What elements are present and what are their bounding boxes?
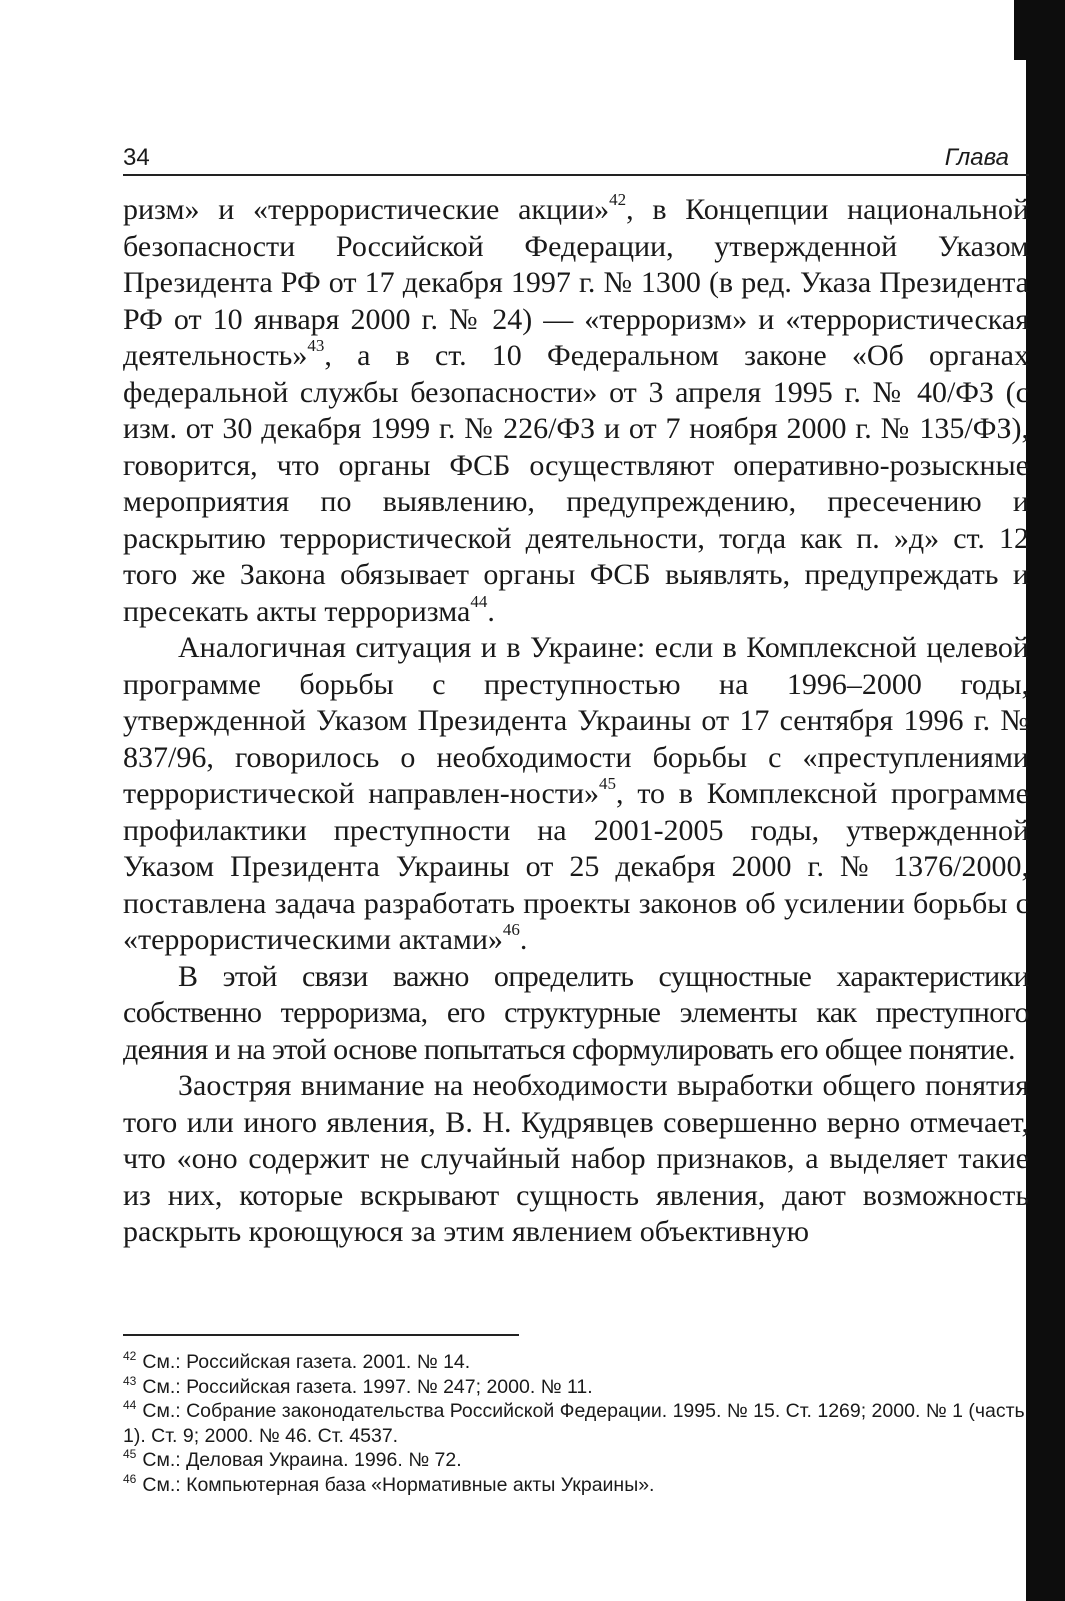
paragraph bbox=[123, 959, 1029, 1069]
chapter-title: Глава bbox=[944, 144, 1009, 171]
footnote-number: 42 bbox=[123, 1350, 137, 1363]
text-run: В этой связи важно определить сущностные характеристики собственно терроризма, его структурные элементы как преступного деяния и на этой основе попытаться сформулировать его общее понятие. bbox=[123, 959, 1029, 1066]
footnote-number: 45 bbox=[123, 1447, 137, 1461]
text-run: . bbox=[487, 594, 495, 628]
footnote bbox=[123, 1473, 1029, 1498]
footnote-number: 44 bbox=[123, 1398, 137, 1412]
footnote bbox=[123, 1399, 1029, 1448]
text-run: Заостряя внимание на необходимости выработки общего понятия того или иного явления, В. Н. Кудрявцев совершенно верно отмечает, что «оно содержит не случайный набор признаков, а выделяет такие из них, которые вскрывают сущность явления, дают возможность раскрыть кроющуюся за этим явлением объективную bbox=[123, 1069, 1029, 1248]
footnote bbox=[123, 1350, 1029, 1375]
footnote-ref: 43 bbox=[307, 336, 325, 355]
footnote-number: 46 bbox=[123, 1471, 137, 1486]
paragraph bbox=[123, 630, 1029, 959]
footnotes bbox=[123, 1350, 1029, 1497]
footnote-text: См.: Компьютерная база «Нормативные акты Украины». bbox=[142, 1473, 655, 1496]
scan-edge-shadow bbox=[1026, 0, 1065, 1601]
text-run: , а в ст. 10 Федеральном законе «Об органах федеральной службы безопасности» от 3 апреля 1995 г. № 40/ФЗ (с изм. от 30 декабря 1999 г. № 226/ФЗ и от 7 ноября 2000 г. № 135/ФЗ), говорится, что органы ФСБ осуществляют оперативно-розыскные мероприятия по выявлению, предупреждению, пресечению и раскрытию террористической деятельности, тогда как п. »д» ст. 12 того же Закона обязывает органы ФСБ выявлять, предупреждать и пресекать акты терроризма bbox=[123, 339, 1029, 628]
paragraph bbox=[123, 1068, 1029, 1251]
footnote bbox=[123, 1448, 1029, 1473]
footnote-text: См.: Российская газета. 2001. № 14. bbox=[142, 1351, 471, 1373]
footnote bbox=[123, 1375, 1029, 1400]
paragraph bbox=[123, 192, 1029, 630]
footnote-text: См.: Собрание законодательства Российской Федерации. 1995. № 15. Ст. 1269; 2000. № 1 (часть 1). Ст. 9; 2000. № 46. Ст. 4537. bbox=[123, 1400, 1025, 1447]
text-run: , в Концепции национальной безопасности Российской Федерации, утвержденной Указом Президента РФ от 17 декабря 1997 г. № 1300 (в ред. Указа Президента РФ от 10 января 2000 г. № 24) — «терроризм» и «террористическая деятельность» bbox=[123, 193, 1029, 372]
footnote-ref: 46 bbox=[502, 920, 520, 939]
footnote-ref: 42 bbox=[609, 192, 627, 209]
footnote-ref: 44 bbox=[470, 591, 488, 611]
text-run: Аналогичная ситуация и в Украине: если в Комплексной целевой программе борьбы с преступностью на 1996–2000 годы, утвержденной Указом Президента Украины от 17 сентября 1996 г. № 837/96, говорилось о необходимости борьбы с «преступлениями террористической направлен-ности» bbox=[123, 631, 1029, 810]
text-run: , то в Комплексной программе профилактики преступности на 2001-2005 годы, утвержденной Указом Президента Украины от 25 декабря 2000 г. № 1376/2000, поставлена задача разработать проекты законов об усилении борьбы с «террористическими актами» bbox=[123, 777, 1029, 956]
body-text bbox=[123, 192, 1029, 1251]
text-run: . bbox=[519, 923, 528, 956]
page-number: 34 bbox=[123, 144, 150, 171]
footnote-ref: 45 bbox=[599, 774, 617, 793]
running-header bbox=[123, 140, 1029, 176]
footnote-text: См.: Деловая Украина. 1996. № 72. bbox=[142, 1449, 462, 1471]
text-run: ризм» и «террористические акции» bbox=[123, 193, 610, 226]
footnote-separator bbox=[123, 1334, 519, 1336]
footnote-number: 43 bbox=[123, 1373, 137, 1388]
footnote-text: См.: Российская газета. 1997. № 247; 2000. № 11. bbox=[142, 1375, 593, 1398]
